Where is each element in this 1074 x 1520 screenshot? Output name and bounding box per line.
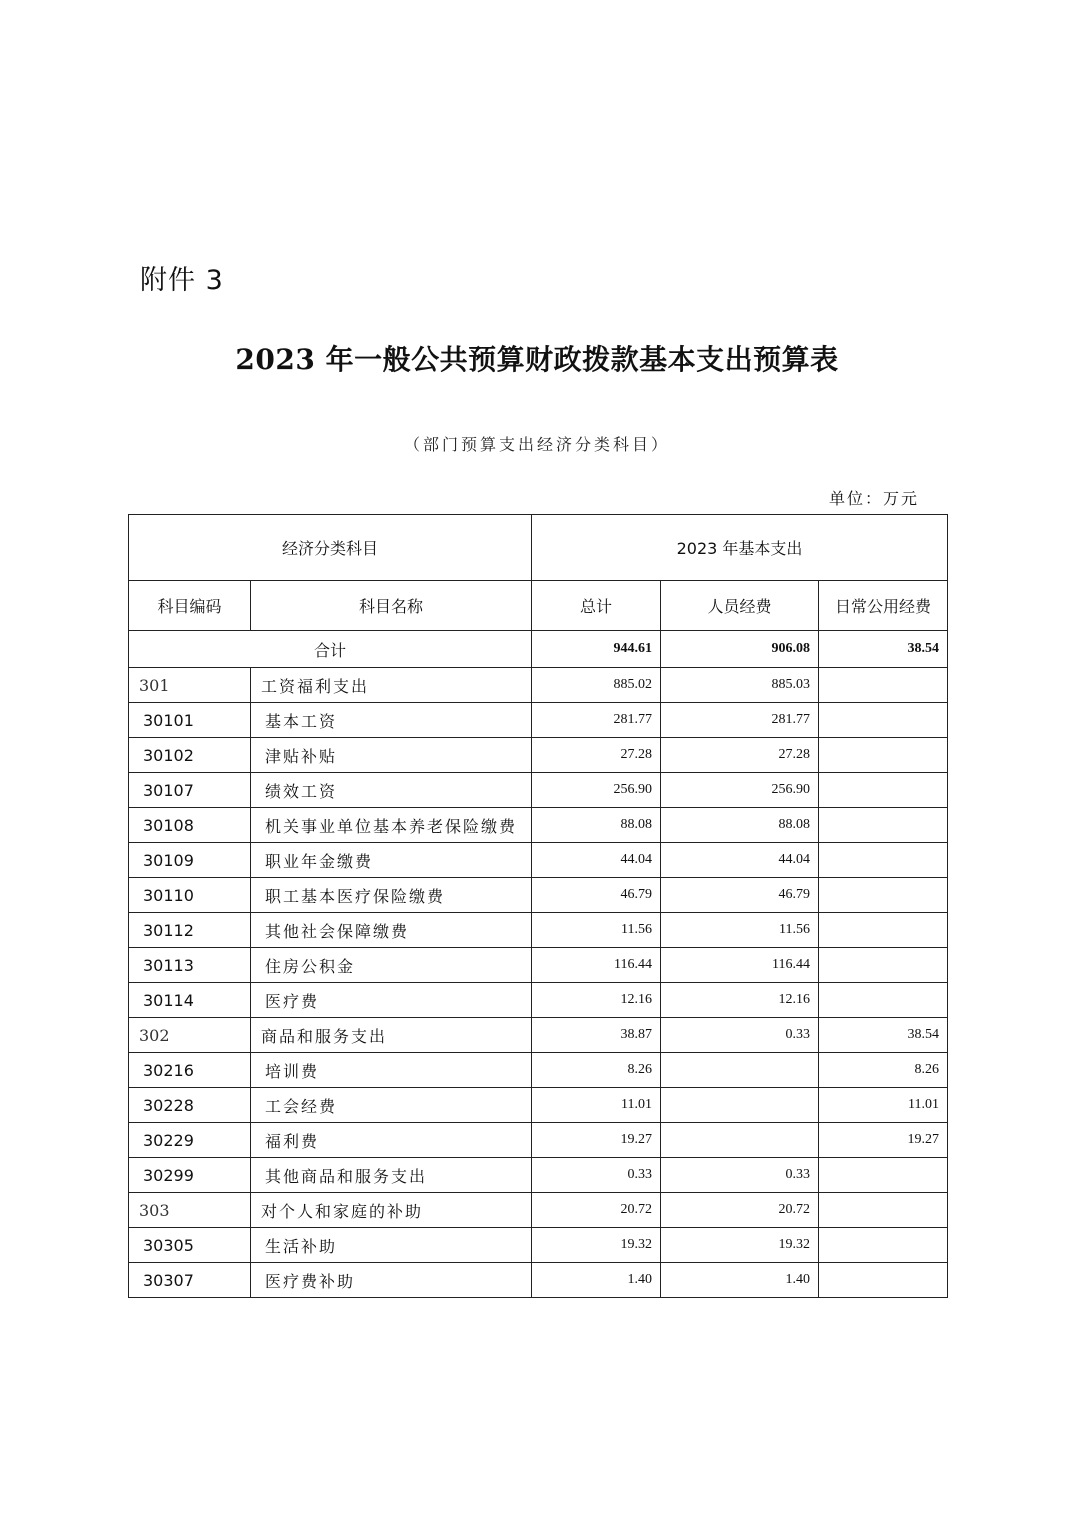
total-label: 合计 (129, 631, 532, 668)
cell-public (819, 703, 948, 738)
cell-personnel: 46.79 (661, 878, 819, 913)
cell-name: 工会经费 (251, 1088, 532, 1123)
table-row (129, 773, 948, 808)
page-subtitle: （部门预算支出经济分类科目） (403, 435, 670, 454)
attachment-label: 附件 3 (140, 265, 224, 296)
cell-name: 生活补助 (251, 1228, 532, 1263)
cell-name: 其他社会保障缴费 (251, 913, 532, 948)
cell-code: 30305 (129, 1228, 251, 1263)
cell-name: 福利费 (251, 1123, 532, 1158)
cell-code: 30228 (129, 1088, 251, 1123)
cell-total: 1.40 (532, 1263, 661, 1298)
table-row (129, 1088, 948, 1123)
cell-name: 津贴补贴 (251, 738, 532, 773)
page-title: 2023 年一般公共预算财政拨款基本支出预算表 (235, 343, 839, 376)
cell-name: 机关事业单位基本养老保险缴费 (251, 808, 532, 843)
cell-total: 20.72 (532, 1193, 661, 1228)
cell-public (819, 1158, 948, 1193)
total-public: 38.54 (819, 631, 948, 668)
cell-personnel: 0.33 (661, 1158, 819, 1193)
unit-label: 单位：万元 (828, 489, 919, 508)
cell-code: 30113 (129, 948, 251, 983)
table-row (129, 913, 948, 948)
cell-public (819, 843, 948, 878)
total-personnel: 906.08 (661, 631, 819, 668)
cell-name: 工资福利支出 (251, 668, 532, 703)
cell-total: 44.04 (532, 843, 661, 878)
cell-code: 30110 (129, 878, 251, 913)
cell-public (819, 1193, 948, 1228)
cell-public (819, 773, 948, 808)
column-header-total: 总计 (532, 581, 661, 631)
cell-public (819, 1263, 948, 1298)
cell-code: 30216 (129, 1053, 251, 1088)
cell-name: 对个人和家庭的补助 (251, 1193, 532, 1228)
cell-code: 301 (129, 668, 251, 703)
cell-total: 19.27 (532, 1123, 661, 1158)
table-row (129, 808, 948, 843)
table-row (129, 843, 948, 878)
cell-code: 303 (129, 1193, 251, 1228)
table-row (129, 1193, 948, 1228)
cell-total: 38.87 (532, 1018, 661, 1053)
cell-total: 256.90 (532, 773, 661, 808)
cell-personnel: 19.32 (661, 1228, 819, 1263)
cell-code: 302 (129, 1018, 251, 1053)
budget-table (128, 514, 948, 1298)
cell-code: 30114 (129, 983, 251, 1018)
cell-name: 培训费 (251, 1053, 532, 1088)
cell-name: 医疗费 (251, 983, 532, 1018)
cell-code: 30107 (129, 773, 251, 808)
column-header-name: 科目名称 (251, 581, 532, 631)
cell-public: 8.26 (819, 1053, 948, 1088)
cell-code: 30112 (129, 913, 251, 948)
cell-total: 88.08 (532, 808, 661, 843)
cell-code: 30101 (129, 703, 251, 738)
cell-public (819, 738, 948, 773)
cell-public (819, 808, 948, 843)
table-row (129, 1123, 948, 1158)
cell-total: 8.26 (532, 1053, 661, 1088)
cell-name: 职业年金缴费 (251, 843, 532, 878)
table-row (129, 878, 948, 913)
cell-total: 46.79 (532, 878, 661, 913)
cell-public (819, 913, 948, 948)
table-row (129, 1018, 948, 1053)
cell-personnel: 44.04 (661, 843, 819, 878)
cell-code: 30108 (129, 808, 251, 843)
column-header-public: 日常公用经费 (819, 581, 948, 631)
cell-personnel (661, 1123, 819, 1158)
cell-code: 30307 (129, 1263, 251, 1298)
cell-public (819, 948, 948, 983)
table-row (129, 668, 948, 703)
column-header-personnel: 人员经费 (661, 581, 819, 631)
table-row (129, 1053, 948, 1088)
cell-name: 其他商品和服务支出 (251, 1158, 532, 1193)
cell-code: 30229 (129, 1123, 251, 1158)
table-row (129, 1158, 948, 1193)
table-row (129, 1228, 948, 1263)
cell-personnel (661, 1088, 819, 1123)
cell-personnel: 88.08 (661, 808, 819, 843)
cell-code: 30299 (129, 1158, 251, 1193)
cell-name: 绩效工资 (251, 773, 532, 808)
cell-total: 11.56 (532, 913, 661, 948)
table-row (129, 703, 948, 738)
cell-personnel: 1.40 (661, 1263, 819, 1298)
cell-personnel (661, 1053, 819, 1088)
cell-personnel: 27.28 (661, 738, 819, 773)
cell-personnel: 12.16 (661, 983, 819, 1018)
cell-name: 商品和服务支出 (251, 1018, 532, 1053)
cell-name: 医疗费补助 (251, 1263, 532, 1298)
cell-name: 职工基本医疗保险缴费 (251, 878, 532, 913)
cell-public: 38.54 (819, 1018, 948, 1053)
cell-total: 885.02 (532, 668, 661, 703)
cell-public: 19.27 (819, 1123, 948, 1158)
table-total-row (129, 631, 948, 668)
cell-total: 0.33 (532, 1158, 661, 1193)
cell-personnel: 0.33 (661, 1018, 819, 1053)
cell-code: 30102 (129, 738, 251, 773)
cell-public: 11.01 (819, 1088, 948, 1123)
cell-total: 27.28 (532, 738, 661, 773)
group-header-basic-expenditure: 2023 年基本支出 (532, 515, 948, 581)
cell-personnel: 20.72 (661, 1193, 819, 1228)
cell-public (819, 668, 948, 703)
table-row (129, 948, 948, 983)
cell-code: 30109 (129, 843, 251, 878)
group-header-classification: 经济分类科目 (129, 515, 532, 581)
cell-public (819, 1228, 948, 1263)
cell-personnel: 281.77 (661, 703, 819, 738)
total-value: 944.61 (532, 631, 661, 668)
cell-public (819, 983, 948, 1018)
cell-personnel: 11.56 (661, 913, 819, 948)
cell-personnel: 256.90 (661, 773, 819, 808)
table-row (129, 1263, 948, 1298)
table-column-header-row (129, 581, 948, 631)
cell-total: 281.77 (532, 703, 661, 738)
cell-personnel: 885.03 (661, 668, 819, 703)
cell-public (819, 878, 948, 913)
cell-total: 116.44 (532, 948, 661, 983)
column-header-code: 科目编码 (129, 581, 251, 631)
table-row (129, 738, 948, 773)
cell-personnel: 116.44 (661, 948, 819, 983)
cell-total: 19.32 (532, 1228, 661, 1263)
table-row (129, 983, 948, 1018)
cell-total: 12.16 (532, 983, 661, 1018)
cell-name: 住房公积金 (251, 948, 532, 983)
cell-name: 基本工资 (251, 703, 532, 738)
cell-total: 11.01 (532, 1088, 661, 1123)
table-group-header-row (129, 515, 948, 581)
